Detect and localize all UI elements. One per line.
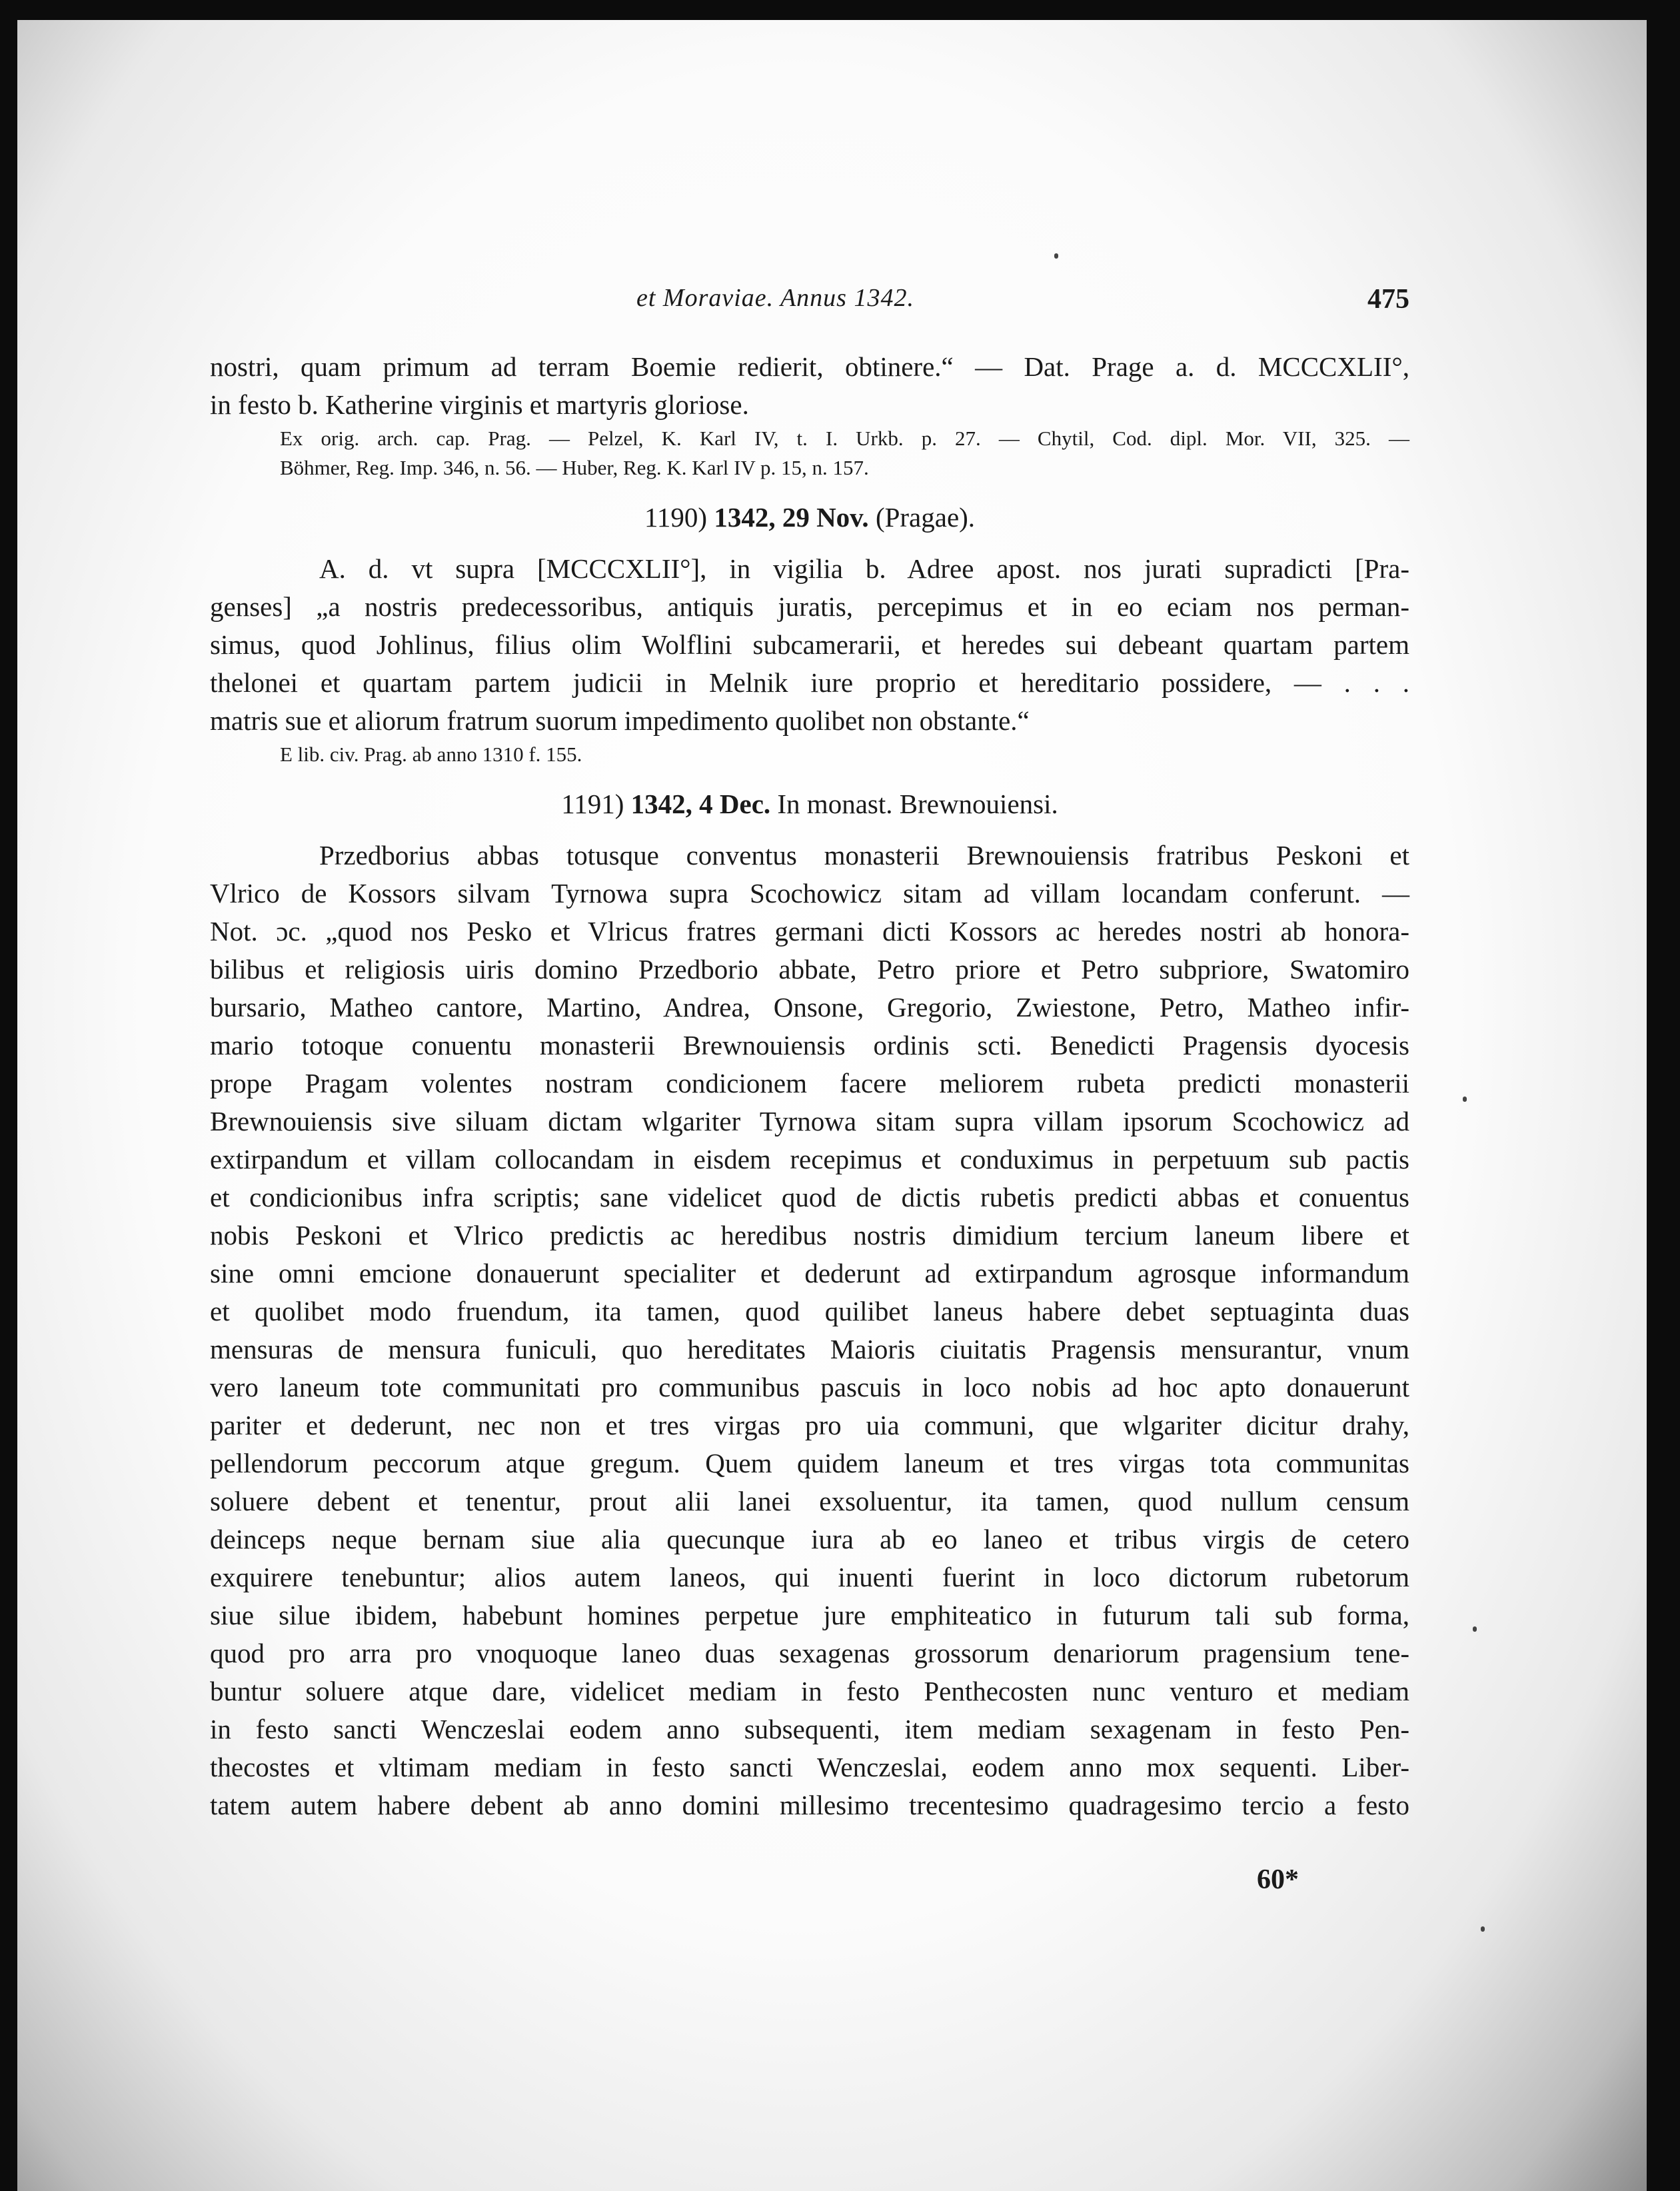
source-note: E lib. civ. Prag. ab anno 1310 f. 155. [280, 743, 582, 766]
text-line: tatem autem habere debent ab anno domini millesimo trecentesimo quadragesimo tercio a festo [210, 1790, 1409, 1820]
text-line: quod pro arra pro vnoquoque laneo duas sexagenas grossorum denariorum pragensium tene- [210, 1638, 1409, 1668]
text-line: exquirere tenebuntur; alios autem laneos, qui inuenti fuerint in loco dictorum rubetorum [210, 1562, 1409, 1592]
source-note: Ex orig. arch. cap. Prag. — Pelzel, K. Karl IV, t. I. Urkb. p. 27. — Chytil, Cod. dipl. Mor. VII, 325. — [280, 427, 1409, 450]
document-date: 1342, 29 Nov. [714, 502, 869, 533]
text-line: Vlrico de Kossors silvam Tyrnowa supra Scochowicz sitam ad villam locandam conferunt. — [210, 878, 1409, 909]
text-line: prope Pragam volentes nostram condicionem facere meliorem rubeta predicti monasterii [210, 1068, 1409, 1098]
text-line: thecostes et vltimam mediam in festo sancti Wenczeslai, eodem anno mox sequenti. Liber- [210, 1752, 1409, 1782]
document-number: 1190) [644, 502, 708, 533]
text-line: buntur soluere atque dare, videlicet mediam in festo Penthecosten nunc venturo et mediam [210, 1676, 1409, 1706]
text-line: sine omni emcione donauerunt specialiter et dederunt ad extirpandum agrosque informandum [210, 1258, 1409, 1288]
dust-speck [1463, 1096, 1467, 1102]
text-line: A. d. vt supra [MCCCXLII°], in vigilia b. Adree apost. nos jurati supradicti [Pra- [319, 553, 1409, 584]
text-line: bilibus et religiosis uiris domino Przedborio abbate, Petro priore et Petro subpriore, Swatomiro [210, 954, 1409, 985]
text-line: deinceps neque bernam siue alia quecunque iura ab eo laneo et tribus virgis de cetero [210, 1524, 1409, 1554]
text-line: in festo b. Katherine virginis et martyris gloriose. [210, 389, 749, 420]
text-line: thelonei et quartam partem judicii in Melnik iure proprio et hereditario possidere, — . . . [210, 667, 1409, 698]
text-line: soluere debent et tenentur, prout alii lanei exsoluentur, ita tamen, quod nullum censum [210, 1486, 1409, 1516]
document-place: In monast. Brewnouiensi. [777, 789, 1058, 819]
text-line: bursario, Matheo cantore, Martino, Andrea, Onsone, Gregorio, Zwiestone, Petro, Matheo infir- [210, 992, 1409, 1023]
signature-mark: 60* [1257, 1864, 1299, 1895]
document-heading-1191 [210, 785, 1409, 823]
text-line: vero laneum tote communitati pro communibus pascuis in loco nobis ad hoc apto donauerunt [210, 1372, 1409, 1402]
dust-speck [1054, 253, 1058, 259]
text-line: Not. ɔc. „quod nos Pesko et Vlricus fratres germani dicti Kossors ac heredes nostri ab honora- [210, 916, 1409, 947]
document-place: (Pragae). [875, 502, 976, 533]
running-title: et Moraviae. Annus 1342. [636, 284, 914, 312]
text-line: mensuras de mensura funiculi, quo hereditates Maioris ciuitatis Pragensis mensurantur, vnum [210, 1334, 1409, 1364]
dust-speck [1481, 1926, 1485, 1932]
page-body [210, 348, 1409, 1824]
text-line: simus, quod Johlinus, filius olim Wolflini subcamerarii, et heredes sui debeant quartam partem [210, 629, 1409, 660]
text-line: et condicionibus infra scriptis; sane videlicet quod de dictis rubetis predicti abbas et conuentus [210, 1182, 1409, 1212]
document-date: 1342, 4 Dec. [630, 789, 771, 819]
text-line: siue silue ibidem, habebunt homines perpetue jure emphiteatico in futurum tali sub forma, [210, 1600, 1409, 1630]
text-line: pariter et dederunt, nec non et tres virgas pro uia communi, que wlgariter dicitur drahy, [210, 1410, 1409, 1440]
text-line: et quolibet modo fruendum, ita tamen, quod quilibet laneus habere debet septuaginta duas [210, 1296, 1409, 1326]
text-line: Przedborius abbas totusque conventus monasterii Brewnouiensis fratribus Peskoni et [319, 840, 1409, 871]
text-line: nostri, quam primum ad terram Boemie redierit, obtinere.“ — Dat. Prage a. d. MCCCXLII°, [210, 351, 1409, 382]
page-number: 475 [1367, 284, 1409, 315]
text-line: nobis Peskoni et Vlrico predictis ac heredibus nostris dimidium tercium laneum libere et [210, 1220, 1409, 1250]
dust-speck [1473, 1626, 1477, 1632]
text-line: in festo sancti Wenczeslai eodem anno subsequenti, item mediam sexagenam in festo Pen- [210, 1714, 1409, 1744]
document-heading-1190 [210, 499, 1409, 537]
text-line: mario totoque conuentu monasterii Brewnouiensis ordinis scti. Benedicti Pragensis dyocesis [210, 1030, 1409, 1061]
document-number: 1191) [561, 789, 624, 819]
text-line: genses] „a nostris predecessoribus, antiquis juratis, percepimus et in eo eciam nos perman- [210, 591, 1409, 622]
text-line: extirpandum et villam collocandam in eisdem recepimus et conduximus in perpetuum sub pactis [210, 1144, 1409, 1174]
source-note: Böhmer, Reg. Imp. 346, n. 56. — Huber, Reg. K. Karl IV p. 15, n. 157. [280, 456, 869, 479]
text-line: pellendorum peccorum atque gregum. Quem quidem laneum et tres virgas tota communitas [210, 1448, 1409, 1478]
text-line: matris sue et aliorum fratrum suorum impedimento quolibet non obstante.“ [210, 705, 1030, 736]
running-header [636, 283, 1409, 323]
text-line: Brewnouiensis sive siluam dictam wlgariter Tyrnowa sitam supra villam ipsorum Scochowicz ad [210, 1106, 1409, 1136]
